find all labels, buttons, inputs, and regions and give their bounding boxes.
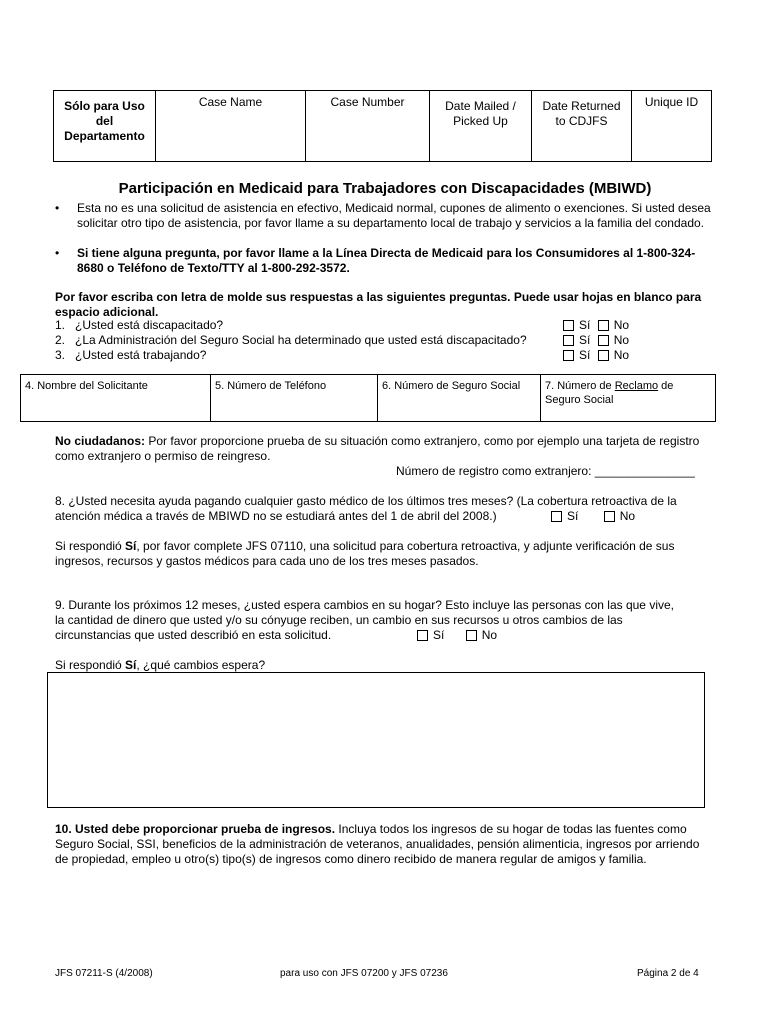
followup-text: , ¿qué cambios espera?: [136, 658, 266, 672]
followup-prefix: Si respondió: [55, 658, 126, 672]
case-number-field[interactable]: Case Number: [306, 91, 430, 162]
expected-changes-textbox[interactable]: [47, 672, 705, 808]
question-10-text: Incluya todos los ingresos de su hogar de todas las fuentes como Seguro Social, SSI, beneficios de la administración de veteranos, anualidades, pensión alimenticia, ingresos por arriendo de propiedad, empleo u otro(s) tipo(s) de ingresos como dinero recibido de manera regular de amigos y familia.: [55, 822, 700, 866]
unique-id-field[interactable]: Unique ID: [632, 91, 712, 162]
claim-label-underlined: Reclamo: [614, 380, 659, 392]
form-title: Participación en Medicaid para Trabajadores con Discapacidades (MBIWD): [118, 180, 652, 197]
bullet-text-2: Si tiene alguna pregunta, por favor llame a la Línea Directa de Medicaid para los Consumidores al 1-800-324-8680 o Teléfono de Texto/TTY al 1-800-292-3572.: [77, 246, 696, 275]
yes-label: Sí: [579, 318, 591, 332]
dept-use-label: Sólo para Uso del Departamento: [54, 91, 156, 162]
date-returned-field[interactable]: Date Returned to CDJFS: [532, 91, 632, 162]
case-name-field[interactable]: Case Name: [156, 91, 306, 162]
yes-checkbox[interactable]: [417, 630, 428, 641]
yes-no-options: [563, 318, 629, 333]
question-number: 2.: [55, 333, 66, 347]
yes-checkbox[interactable]: [551, 511, 562, 522]
question-9-line3: circunstancias que usted describió en esta solicitud.: [55, 628, 332, 642]
followup-bold: Sí: [125, 658, 137, 672]
question-8-followup: [55, 539, 715, 569]
yes-label: Sí: [579, 333, 591, 347]
question-10-bold: 10. Usted debe proporcionar prueba de ingresos.: [55, 822, 336, 836]
no-checkbox[interactable]: [598, 350, 609, 361]
footer-usage: para uso con JFS 07200 y JFS 07236: [280, 968, 448, 979]
yes-checkbox[interactable]: [563, 335, 574, 346]
no-checkbox[interactable]: [598, 335, 609, 346]
footer-form-number: JFS 07211-S (4/2008): [55, 968, 153, 979]
claim-number-field[interactable]: [541, 375, 716, 422]
question-8-text: 8. ¿Usted necesita ayuda pagando cualquier gasto médico de los últimos tres meses? (La cobertura retroactiva de la atención médica a través de MBIWD no se estudiará antes del 1 de abril del 2008.): [55, 494, 677, 523]
question-9-line2: la cantidad de dinero que usted y/o su cónyuge reciben, un cambio en sus recursos u otros cambios de las: [55, 613, 623, 627]
applicant-name-field[interactable]: 4. Nombre del Solicitante: [21, 375, 211, 422]
no-label: No: [619, 509, 636, 523]
noncitizens-text: Por favor proporcione prueba de su situación como extranjero, como por ejemplo una tarjeta de registro como extranjero o permiso de reingreso.: [55, 434, 700, 463]
question-9-options: [417, 628, 497, 643]
bullet-marker: •: [55, 201, 60, 215]
no-label: No: [613, 348, 630, 362]
applicant-info-table: [20, 374, 716, 422]
yes-label: Sí: [567, 509, 579, 523]
followup-text: , por favor complete JFS 07110, una solicitud para cobertura retroactiva, y adjunte verificación de sus ingresos, recursos y gastos médicos para cada uno de los tres meses pasados.: [55, 539, 675, 568]
date-mailed-field[interactable]: Date Mailed / Picked Up: [430, 91, 532, 162]
question-9-followup: [55, 658, 715, 673]
no-label: No: [613, 318, 630, 332]
followup-prefix: Si respondió: [55, 539, 126, 553]
yes-no-options: [563, 348, 629, 363]
yes-no-options: [563, 333, 629, 348]
question-number: 3.: [55, 348, 66, 362]
bullet-marker: •: [55, 246, 60, 260]
ssn-field[interactable]: 6. Número de Seguro Social: [378, 375, 541, 422]
yes-checkbox[interactable]: [563, 320, 574, 331]
department-use-table: [53, 90, 712, 162]
claim-label-suffix: de Seguro Social: [545, 380, 674, 406]
question-text: ¿Usted está discapacitado?: [75, 318, 224, 332]
question-text: ¿Usted está trabajando?: [75, 348, 207, 362]
no-checkbox[interactable]: [604, 511, 615, 522]
question-text: ¿La Administración del Seguro Social ha determinado que usted está discapacitado?: [75, 333, 527, 347]
phone-number-field[interactable]: 5. Número de Teléfono: [211, 375, 378, 422]
claim-label-prefix: 7. Número de: [545, 380, 615, 392]
question-10: [55, 822, 715, 867]
instructions: Por favor escriba con letra de molde sus respuestas a las siguientes preguntas. Puede usar hojas en blanco para espacio adicional.: [55, 290, 702, 319]
question-row-1: [55, 318, 715, 333]
followup-bold: Sí: [125, 539, 137, 553]
alien-registration-field[interactable]: Número de registro como extranjero: _______________: [396, 464, 695, 478]
footer-page-number: Página 2 de 4: [637, 968, 699, 979]
question-number: 1.: [55, 318, 66, 332]
yes-checkbox[interactable]: [563, 350, 574, 361]
question-9-line1: 9. Durante los próximos 12 meses, ¿usted espera cambios en su hogar? Esto incluye las personas con las que vive,: [55, 598, 674, 612]
noncitizens-label: No ciudadanos:: [55, 434, 146, 448]
yes-label: Sí: [433, 628, 445, 642]
yes-label: Sí: [579, 348, 591, 362]
noncitizens-paragraph: [55, 434, 715, 464]
no-checkbox[interactable]: [598, 320, 609, 331]
bullet-text-1: Esta no es una solicitud de asistencia en efectivo, Medicaid normal, cupones de alimento o exenciones. Si usted desea solicitar otro tipo de asistencia, por favor llame a su departamento local de trabajo y servicios a la familia del condado.: [77, 201, 711, 230]
no-label: No: [613, 333, 630, 347]
no-checkbox[interactable]: [466, 630, 477, 641]
no-label: No: [481, 628, 498, 642]
question-row-3: [55, 348, 715, 363]
question-row-2: [55, 333, 715, 348]
question-8-options: [551, 509, 635, 524]
